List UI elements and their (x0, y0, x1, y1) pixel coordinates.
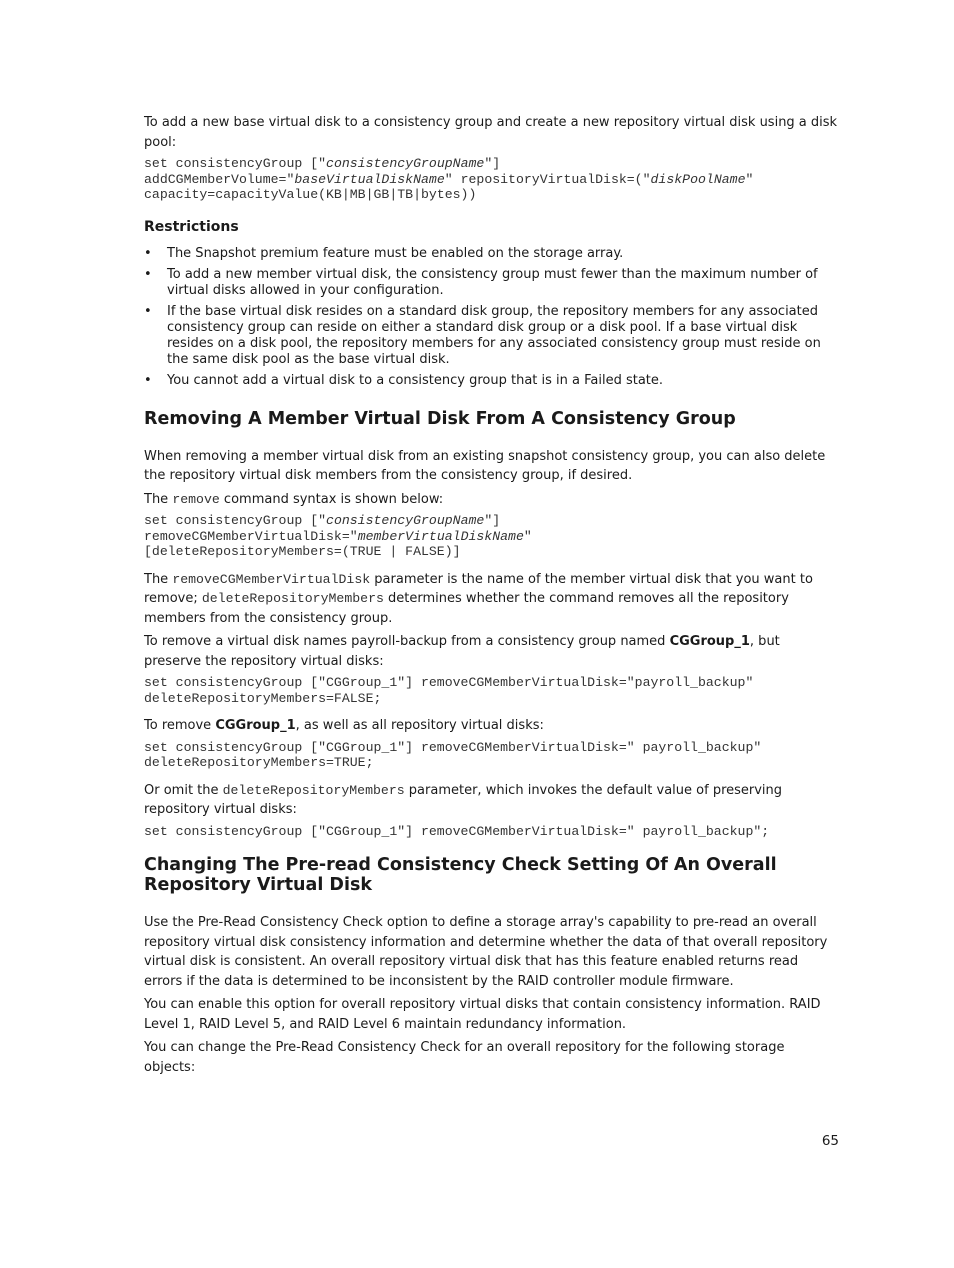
removing-paragraph-4: To remove a virtual disk names payroll-backup from a consistency group named CGGroup_1, but preserve the repository virtual disks: (144, 634, 780, 669)
intro-paragraph: To add a new base virtual disk to a consistency group and create a new repository virtual disk using a disk pool: (144, 115, 838, 150)
removing-paragraph-2: The remove command syntax is shown below: (144, 491, 444, 507)
restrictions-heading: Restrictions (144, 218, 239, 235)
preread-paragraph-2: You can enable this option for overall repository virtual disks that contain consistency information. RAID Level 1, RAID Level 5, and RAID Level 6 maintain redundancy information. (144, 997, 821, 1032)
bullet-icon: • (144, 245, 152, 261)
list-item: • To add a new member virtual disk, the consistency group must fewer than the maximum number of virtual disks allowed in your configuration. (144, 266, 818, 298)
code-block-remove-default: set consistencyGroup ["CGGroup_1"] removeCGMemberVirtualDisk=" payroll_backup"; (144, 823, 770, 839)
page-content (144, 113, 839, 1081)
code-block-add-member: set consistencyGroup ["consistencyGroupName"] addCGMemberVolume="baseVirtualDiskName" repositoryVirtualDisk=("diskPoolName" capacity=capacityValue(KB|MB|GB|TB|bytes)) (144, 156, 754, 202)
bullet-icon: • (144, 303, 152, 319)
preread-paragraph-3: You can change the Pre-Read Consistency Check for an overall repository for the following storage objects: (144, 1040, 785, 1075)
code-block-remove-syntax: set consistencyGroup ["consistencyGroupName"] removeCGMemberVirtualDisk="memberVirtualDiskName" [deleteRepositoryMembers=(TRUE | FALSE)] (144, 513, 532, 559)
section-heading-removing: Removing A Member Virtual Disk From A Consistency Group (144, 408, 736, 429)
list-item: • If the base virtual disk resides on a standard disk group, the repository members for any associated consistency group can reside on either a standard disk group or a disk pool. If a base virtual disk resides on a disk pool, the repository members for any associated consistency group must reside on the same disk pool as the base virtual disk. (144, 303, 821, 367)
bullet-icon: • (144, 372, 152, 388)
preread-paragraph-1: Use the Pre-Read Consistency Check option to define a storage array's capability to pre-read an overall repository virtual disk consistency information and determine whether the data of that overall repository virtual disk is consistent. An overall repository virtual disk that has this feature enabled returns read errors if the data is determined to be inconsistent by the RAID controller module firmware. (144, 915, 828, 989)
bullet-icon: • (144, 266, 152, 282)
removing-paragraph-1: When removing a member virtual disk from an existing snapshot consistency group, you can also delete the repository virtual disk members from the consistency group, if desired. (144, 448, 826, 483)
removing-paragraph-3: The removeCGMemberVirtualDisk parameter is the name of the member virtual disk that you want to remove; deleteRepositoryMembers determines whether the command removes all the repository members from the consistency group. (144, 571, 813, 626)
code-block-remove-preserve: set consistencyGroup ["CGGroup_1"] removeCGMemberVirtualDisk="payroll_backup" deleteRepositoryMembers=FALSE; (144, 675, 754, 706)
page-number: 65 (821, 1133, 839, 1149)
code-block-remove-all: set consistencyGroup ["CGGroup_1"] removeCGMemberVirtualDisk=" payroll_backup" deleteRepositoryMembers=TRUE; (144, 739, 762, 770)
removing-paragraph-5: To remove CGGroup_1, as well as all repository virtual disks: (144, 718, 544, 733)
section-heading-preread: Changing The Pre-read Consistency Check Setting Of An Overall Repository Virtual Disk (144, 855, 777, 895)
list-item: • You cannot add a virtual disk to a consistency group that is in a Failed state. (144, 372, 664, 388)
list-item: • The Snapshot premium feature must be enabled on the storage array. (144, 245, 624, 261)
restrictions-list (144, 246, 839, 389)
removing-paragraph-6: Or omit the deleteRepositoryMembers parameter, which invokes the default value of preserving repository virtual disks: (144, 782, 783, 817)
